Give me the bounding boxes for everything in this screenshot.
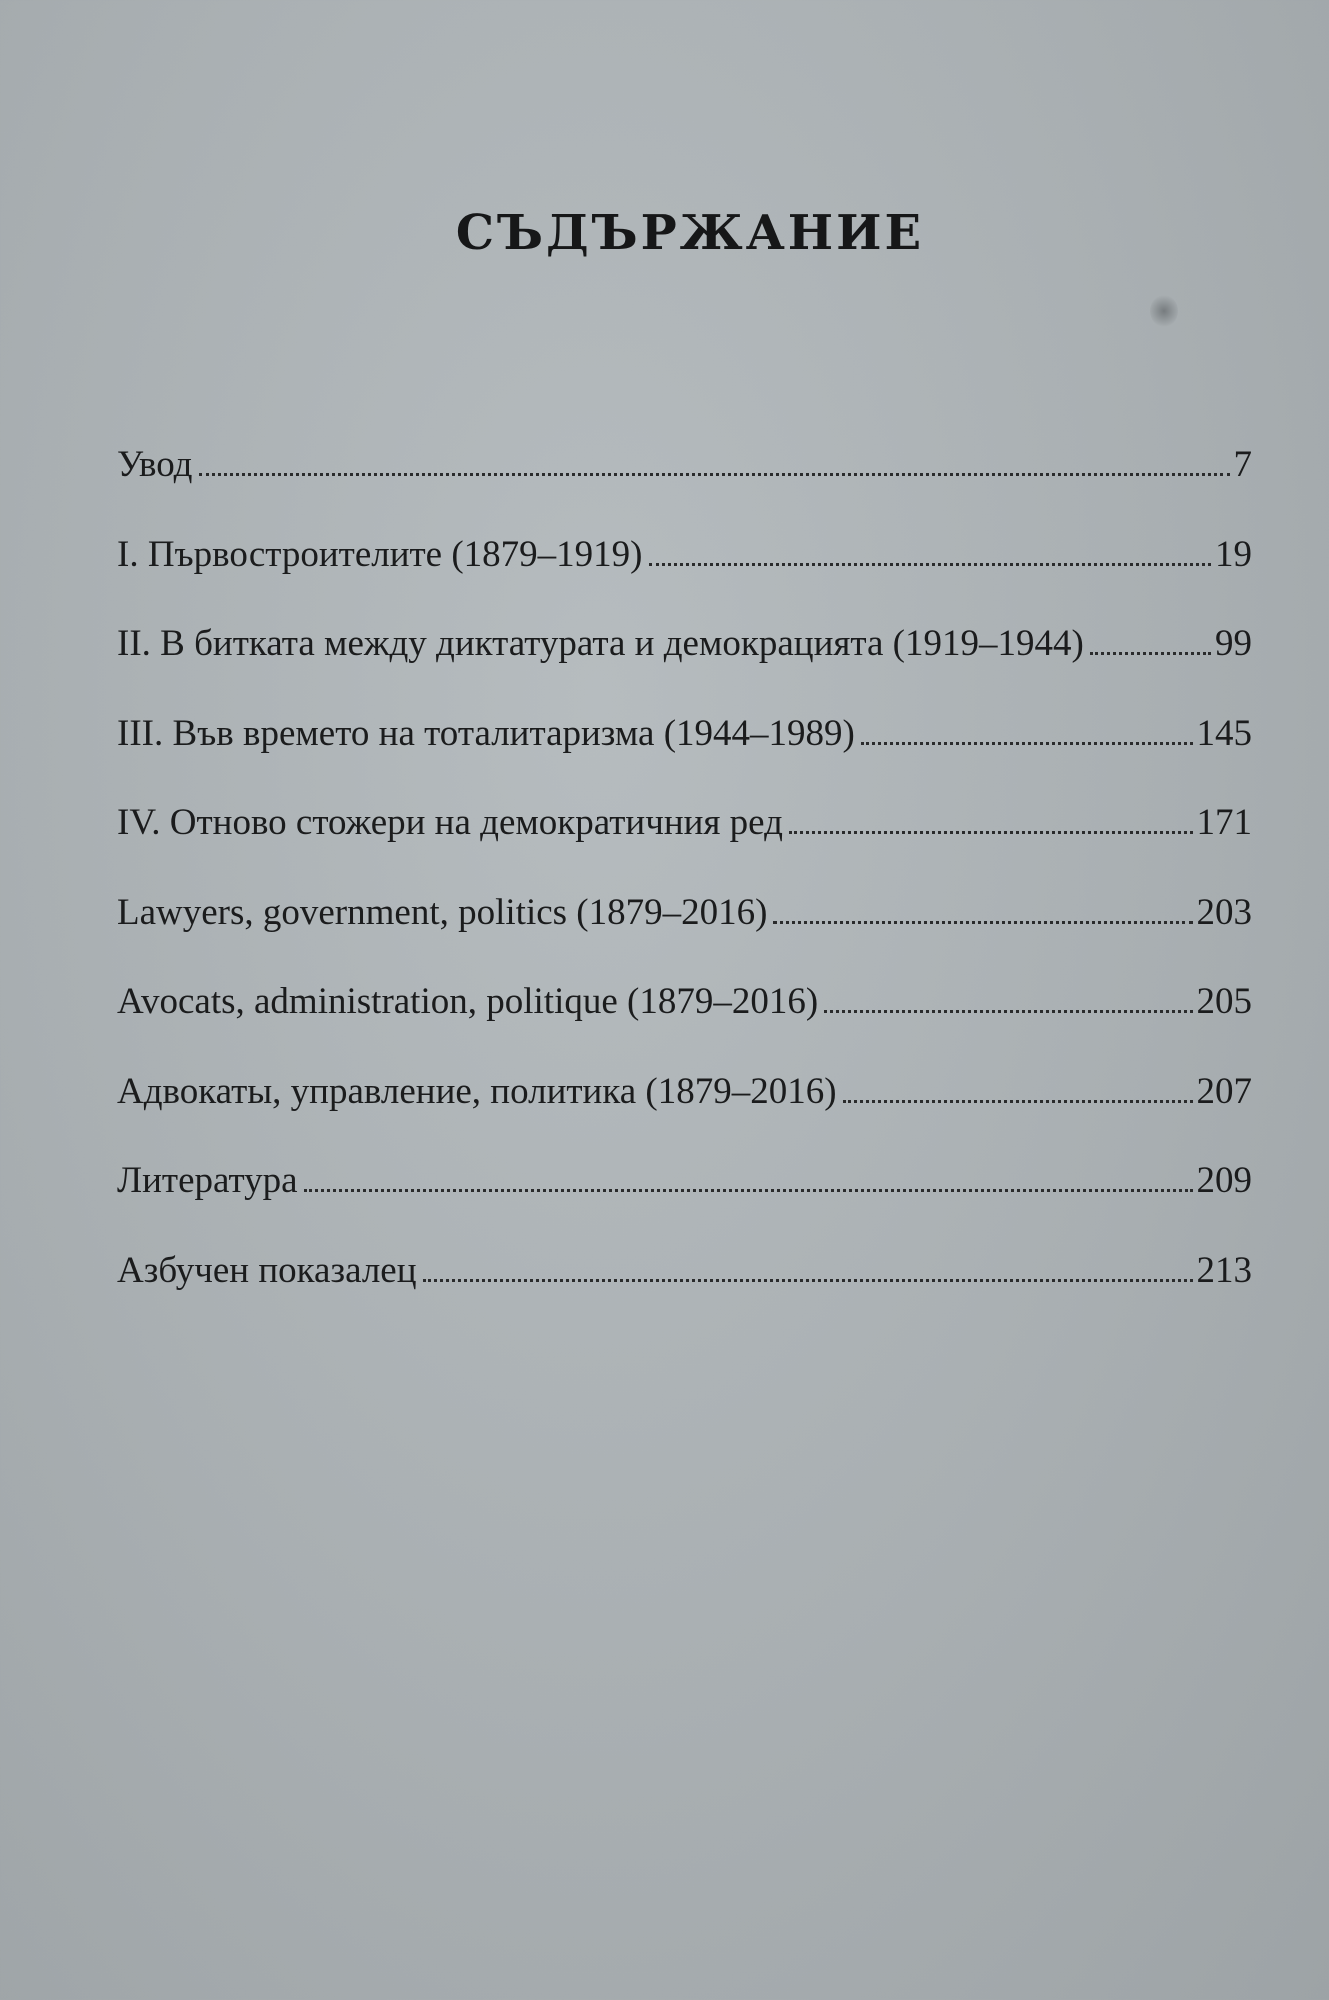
toc-entry-label: Азбучен показалец bbox=[117, 1249, 417, 1291]
dot-leader bbox=[423, 1279, 1193, 1282]
toc-entry-page: 19 bbox=[1215, 533, 1252, 575]
toc-entry-label: Avocats, administration, politique (1879–2016) bbox=[117, 981, 819, 1022]
toc-entry-page: 205 bbox=[1196, 981, 1252, 1022]
toc-entry-chapter-4 bbox=[117, 798, 1252, 888]
toc-entry-index bbox=[117, 1246, 1252, 1336]
toc-entry-chapter-1 bbox=[117, 530, 1252, 620]
toc-entry-page: 207 bbox=[1196, 1070, 1252, 1112]
toc-entry-bibliography bbox=[117, 1156, 1252, 1246]
page-title: СЪДЪРЖАНИЕ bbox=[455, 205, 925, 261]
toc-entry-label: Увод bbox=[117, 444, 193, 485]
toc-entry-page: 213 bbox=[1196, 1249, 1252, 1291]
toc-entry-summary-russian bbox=[117, 1067, 1252, 1157]
toc-entry-chapter-3 bbox=[117, 709, 1252, 799]
dot-leader bbox=[824, 1010, 1192, 1013]
dot-leader bbox=[843, 1100, 1193, 1103]
toc-entry-page: 171 bbox=[1196, 802, 1252, 843]
toc-entry-summary-english bbox=[117, 888, 1252, 978]
toc-entry-label: Литература bbox=[117, 1160, 298, 1201]
toc-entry-summary-french bbox=[117, 977, 1252, 1067]
toc-entry-label: III. Във времето на тоталитаризма (1944–1989) bbox=[117, 712, 855, 754]
toc-entry-page: 203 bbox=[1196, 891, 1252, 933]
toc-entry-label: I. Първостроителите (1879–1919) bbox=[117, 533, 643, 575]
toc-entry-label: II. В битката между диктатурата и демокрацията (1919–1944) bbox=[117, 623, 1084, 664]
toc-entry-page: 209 bbox=[1196, 1160, 1252, 1201]
toc-entry-label: IV. Отново стожери на демократичния ред bbox=[117, 802, 783, 843]
toc-entry-page: 145 bbox=[1196, 712, 1252, 754]
dot-leader bbox=[1090, 652, 1211, 655]
toc-entry-page: 7 bbox=[1233, 444, 1252, 485]
toc-entry-page: 99 bbox=[1215, 623, 1252, 664]
dot-leader bbox=[861, 742, 1193, 745]
dot-leader bbox=[789, 831, 1193, 834]
dot-leader bbox=[199, 473, 1230, 476]
dot-leader bbox=[773, 921, 1192, 924]
toc-entry-label: Адвокаты, управление, политика (1879–2016) bbox=[117, 1070, 837, 1112]
toc-entry-label: Lawyers, government, politics (1879–2016) bbox=[117, 891, 768, 933]
toc-entry-intro bbox=[117, 440, 1252, 530]
table-of-contents bbox=[117, 440, 1252, 1335]
paper-smudge bbox=[1150, 295, 1178, 327]
dot-leader bbox=[304, 1189, 1193, 1192]
dot-leader bbox=[649, 563, 1212, 566]
toc-entry-chapter-2 bbox=[117, 619, 1252, 709]
